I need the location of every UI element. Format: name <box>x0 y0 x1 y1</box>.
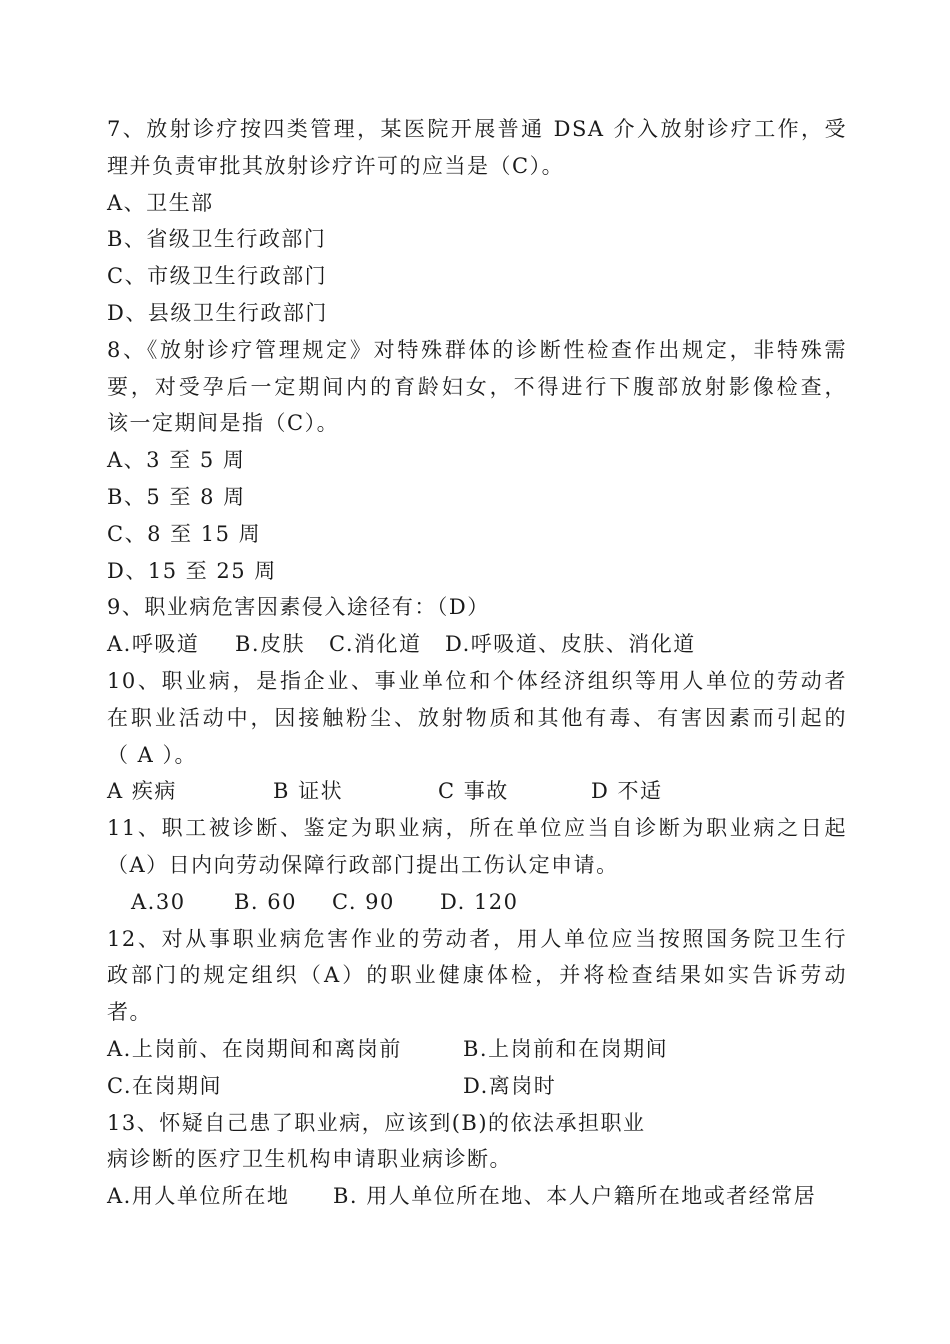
q9-option-b: B.皮肤 <box>235 632 306 657</box>
q12-option-c: C.在岗期间 <box>107 1073 222 1098</box>
q11-option-a: A.30 <box>131 889 186 914</box>
q12-options-row-1 <box>107 1031 847 1068</box>
q7-option-a: A、卫生部 <box>107 190 214 215</box>
q12-option-b: B.上岗前和在岗期间 <box>463 1036 669 1061</box>
q7-option-c: C、市级卫生行政部门 <box>107 264 328 289</box>
q11-option-d: D. 120 <box>440 889 519 914</box>
q10-option-a: A 疾病 <box>107 779 177 804</box>
q7-option-d: D、县级卫生行政部门 <box>107 300 328 325</box>
q8-option-a: A、3 至 5 周 <box>107 448 246 473</box>
q11-option-c: C. 90 <box>332 889 395 914</box>
q9-option-d: D.呼吸道、皮肤、消化道 <box>445 632 696 657</box>
q10-stem-line-1: 10、职业病，是指企业、事业单位和个体经济组织等用人单位的劳动者 <box>107 668 847 693</box>
q8-option-d: D、15 至 25 周 <box>107 558 277 583</box>
q12-options-row-2 <box>107 1068 847 1105</box>
q10-options-row <box>107 773 847 810</box>
q13-stem-line-2: 病诊断的医疗卫生机构申请职业病诊断。 <box>107 1147 512 1172</box>
q10-option-b: B 证状 <box>273 779 344 804</box>
q13-options-row <box>107 1178 847 1215</box>
q12-option-d: D.离岗时 <box>463 1073 557 1098</box>
q12-stem-line-2: 政部门的规定组织（A）的职业健康体检，并将检查结果如实告诉劳动 <box>107 963 847 988</box>
q12-stem-line-1: 12、对从事职业病危害作业的劳动者，用人单位应当按照国务院卫生行 <box>107 926 847 951</box>
q9-option-c: C.消化道 <box>329 632 422 657</box>
q10-option-c: C 事故 <box>438 779 509 804</box>
q13-stem-line-1: 13、怀疑自己患了职业病，应该到(B)的依法承担职业 <box>107 1110 646 1135</box>
q10-option-d: D 不适 <box>591 779 663 804</box>
q12-option-a: A.上岗前、在岗期间和离岗前 <box>107 1036 402 1061</box>
q7-stem-line-1: 7、放射诊疗按四类管理，某医院开展普通 DSA 介入放射诊疗工作，受 <box>107 117 847 141</box>
q7-option-b: B、省级卫生行政部门 <box>107 227 327 252</box>
q12-stem-line-3: 者。 <box>107 1000 152 1025</box>
q7-stem-line-2: 理并负责审批其放射诊疗许可的应当是（C）。 <box>107 153 565 178</box>
q11-stem-line-2: （A）日内向劳动保障行政部门提出工伤认定申请。 <box>107 852 619 877</box>
q8-option-c: C、8 至 15 周 <box>107 521 262 546</box>
q10-stem-line-3: （ A ）。 <box>107 742 198 767</box>
q8-stem-line-2: 要，对受孕后一定期间内的育龄妇女，不得进行下腹部放射影像检查， <box>107 374 847 399</box>
q11-stem-line-1: 11、职工被诊断、鉴定为职业病，所在单位应当自诊断为职业病之日起 <box>107 816 847 841</box>
q9-stem-line-1: 9、职业病危害因素侵入途径有：（D） <box>107 595 490 620</box>
q11-option-b: B. 60 <box>234 889 298 914</box>
q8-option-b: B、5 至 8 周 <box>107 484 246 509</box>
q11-options-row <box>107 884 847 921</box>
q13-option-b: B. 用人单位所在地、本人户籍所在地或者经常居 <box>333 1184 817 1209</box>
q10-stem-line-2: 在职业活动中，因接触粉尘、放射物质和其他有毒、有害因素而引起的 <box>107 705 847 730</box>
q8-stem-line-1: 8、《放射诊疗管理规定》对特殊群体的诊断性检查作出规定，非特殊需 <box>107 337 847 362</box>
q9-options-row <box>107 626 847 663</box>
q9-option-a: A.呼吸道 <box>107 632 200 657</box>
q8-stem-line-3: 该一定期间是指（C）。 <box>107 411 340 436</box>
document-page <box>107 111 847 1215</box>
q13-option-a: A.用人单位所在地 <box>107 1184 290 1209</box>
